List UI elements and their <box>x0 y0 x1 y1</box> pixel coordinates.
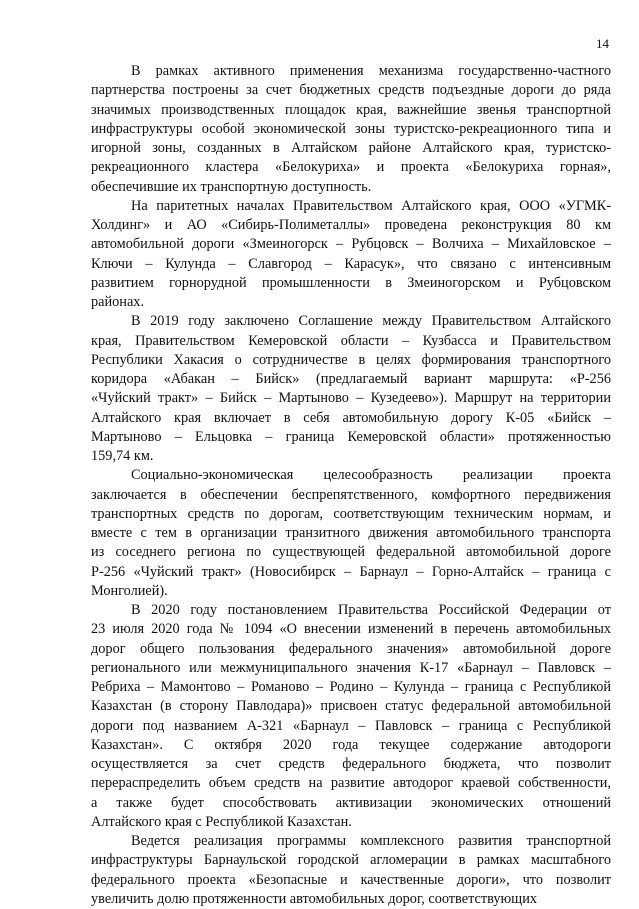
page-number: 14 <box>596 36 609 51</box>
text-line: В рамках активного применения механизма государственно-частного <box>131 63 611 79</box>
text-line: регионального или межмуниципального значения К-17 «Барнаул – Павловск – <box>91 659 611 676</box>
text-line: автомобильной дороги «Змеиногорск – Рубцовск – Волчиха – Михайловское – <box>91 236 611 253</box>
text-line: 159,74 км. <box>91 448 154 464</box>
text-line: Ребриха – Мамонтово – Романово – Родино – Кулунда – граница с Республикой <box>91 679 611 695</box>
text-line: Монголией). <box>91 582 168 599</box>
text-line: края, Правительством Кемеровской области – Кузбасса и Правительством <box>91 332 611 349</box>
paragraph <box>91 312 611 466</box>
text-line: 23 июля 2020 года № 1094 «О внесении изменений в перечень автомобильных <box>91 621 611 638</box>
text-line: федерального проекта «Безопасные и качественные дороги», что позволит <box>91 871 611 888</box>
text-line: увеличить долю протяженности автомобильных дорог, соответствующих <box>91 890 537 907</box>
paragraph <box>91 832 611 909</box>
text-line: значимых производственных площадок края, важнейшие звенья транспортной <box>91 101 611 118</box>
text-line: Ведется реализация программы комплексного развития транспортной <box>131 833 611 849</box>
text-line: Алтайского края с Республикой Казахстан. <box>91 813 352 830</box>
text-line: рекреационного кластера «Белокуриха» и проекта «Белокуриха горная», <box>91 159 611 176</box>
text-line: заключается в обеспечении беспрепятственного, комфортного передвижения <box>91 486 611 503</box>
text-line: осуществляется за счет средств федерального бюджета, что позволит <box>91 756 611 772</box>
text-line: дорог общего пользования федерального значения» автомобильной дороге <box>91 640 611 657</box>
text-line: Казахстан». С октября 2020 года текущее содержание автодороги <box>91 736 611 753</box>
document-body <box>91 62 611 909</box>
text-line: На паритетных началах Правительством Алтайского края, ООО «УГМК- <box>131 197 611 214</box>
text-line: Холдинг» и АО «Сибирь-Полиметаллы» проведена реконструкция 80 км <box>91 217 611 233</box>
text-line: Алтайского края включает в себя автомобильную дорогу К-05 «Бийск – <box>91 409 611 426</box>
text-line: из соседнего региона по существующей федеральной автомобильной дороге <box>91 544 611 561</box>
text-line: инфраструктуры особой экономической зоны туристско-рекреационного типа и <box>91 120 611 137</box>
text-line: Ключи – Кулунда – Славгород – Карасук», что связано с интенсивным <box>91 255 611 272</box>
text-line: Мартыново – Ельцовка – граница Кемеровской области» протяженностью <box>91 428 611 445</box>
paragraph <box>91 197 611 313</box>
text-line: Р-256 «Чуйский тракт» (Новосибирск – Барнаул – Горно-Алтайск – граница с <box>91 563 611 580</box>
paragraph <box>91 62 611 197</box>
text-line: Республики Хакасия о сотрудничестве в целях формирования транспортного <box>91 351 611 368</box>
text-line: коридора «Абакан – Бийск» (предлагаемый вариант маршрута: «Р-256 <box>91 371 611 387</box>
text-line: обеспечившие их транспортную доступность. <box>91 178 372 195</box>
text-line: В 2020 году постановлением Правительства Российской Федерации от <box>131 602 611 618</box>
text-line: Социально-экономическая целесообразность реализации проекта <box>131 467 611 484</box>
text-line: В 2019 году заключено Соглашение между Правительством Алтайского <box>131 313 611 330</box>
text-line: дороги под названием А-321 «Барнаул – Павловск – граница с Республикой <box>91 717 611 734</box>
text-line: вместе с тем в организации транзитного движения автомобильного транспорта <box>91 525 611 541</box>
text-line: игорной зоны, созданных в Алтайском районе Алтайского края, туристско- <box>91 140 611 156</box>
text-line: инфраструктуры Барнаульской городской агломерации в рамках масштабного <box>91 852 611 869</box>
paragraph <box>91 466 611 601</box>
text-line: транспортных средств по дорогам, соответствующим техническим нормам, и <box>91 505 611 522</box>
text-line: а также будет способствовать активизации экономических отношений <box>91 794 611 811</box>
text-line: перераспределить объем средств на развитие автодорог краевой собственности, <box>91 775 611 792</box>
text-line: «Чуйский тракт» – Бийск – Мартыново – Кузедеево»). Маршрут на территории <box>91 390 611 407</box>
paragraph <box>91 601 611 832</box>
text-line: развитием горнорудной промышленности в Змеиногорском и Рубцовском <box>91 274 611 291</box>
text-line: партнерства построены за счет бюджетных средств подъездные дороги до ряда <box>91 82 611 99</box>
text-line: Казахстан (в сторону Павлодара)» присвоен статус федеральной автомобильной <box>91 698 611 715</box>
text-line: районах. <box>91 294 145 310</box>
